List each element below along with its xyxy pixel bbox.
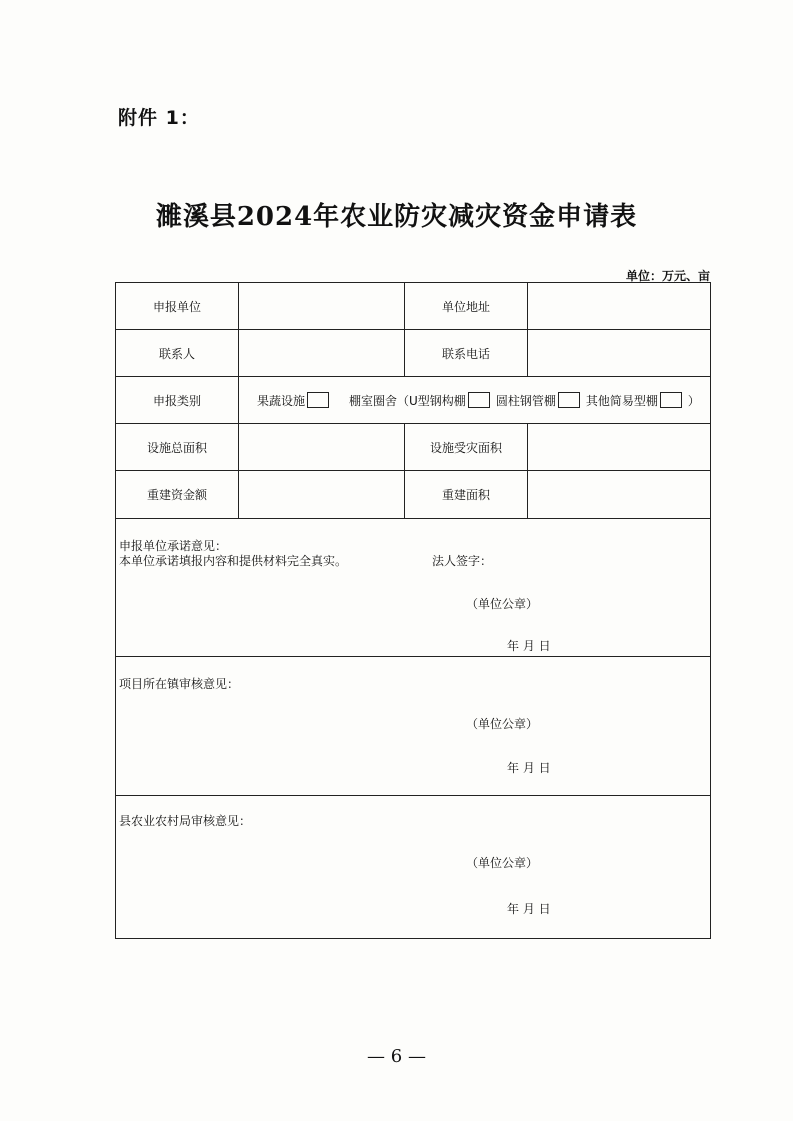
category-option-fruit-veg-label: 果蔬设施 [257, 393, 306, 408]
checkbox-steel-pipe[interactable] [558, 392, 580, 408]
label-rebuild-area: 重建面积 [405, 471, 528, 518]
form-row-area [116, 424, 710, 471]
unit-note: 单位：万元、亩 [625, 269, 710, 283]
page-number: — 6 — [367, 1046, 426, 1067]
category-option-steel-pipe-label: 圆柱钢管棚 [495, 393, 556, 408]
label-applicant-unit: 申报单位 [116, 283, 239, 329]
field-damaged-area[interactable] [528, 424, 709, 470]
applicant-statement: 本单位承诺填报内容和提供材料完全真实。 [119, 554, 348, 568]
form-row-category [116, 377, 710, 424]
form-row-contact [116, 330, 710, 377]
category-option-fruit-veg [257, 392, 335, 409]
field-total-area[interactable] [239, 424, 405, 470]
applicant-date: 年 月 日 [507, 639, 551, 653]
town-opinion-section[interactable] [116, 657, 710, 796]
field-unit-address[interactable] [528, 283, 709, 329]
field-applicant-unit[interactable] [239, 283, 405, 329]
label-total-area: 设施总面积 [116, 424, 239, 470]
applicant-seal: （单位公章） [466, 597, 539, 611]
town-date: 年 月 日 [507, 761, 551, 775]
label-unit-address: 单位地址 [405, 283, 528, 329]
field-contact-phone[interactable] [528, 330, 709, 376]
legal-rep-signature-label: 法人签字： [432, 554, 493, 568]
checkbox-u-steel[interactable] [468, 392, 490, 408]
county-opinion-section[interactable] [116, 796, 710, 937]
category-option-steel-pipe [496, 392, 586, 409]
category-option-u-steel-label: 棚室圈舍（U型钢构棚 [349, 393, 466, 408]
attachment-label: 附件 1： [118, 107, 200, 129]
application-form [115, 282, 711, 939]
category-option-simple-shed-label: 其他简易型棚 [585, 393, 658, 408]
document-title: 濉溪县2024年农业防灾减灾资金申请表 [155, 202, 638, 232]
category-close-paren: ） [687, 393, 700, 408]
label-contact-phone: 联系电话 [405, 330, 528, 376]
county-seal: （单位公章） [466, 856, 539, 870]
category-option-u-steel [349, 392, 496, 409]
label-damaged-area: 设施受灾面积 [405, 424, 528, 470]
applicant-opinion-heading: 申报单位承诺意见： [119, 539, 228, 553]
label-contact-person: 联系人 [116, 330, 239, 376]
field-rebuild-area[interactable] [528, 471, 709, 518]
county-date: 年 月 日 [507, 902, 551, 916]
field-contact-person[interactable] [239, 330, 405, 376]
category-options [239, 377, 710, 423]
county-opinion-heading: 县农业农村局审核意见： [119, 814, 252, 828]
label-rebuild-funds: 重建资金额 [116, 471, 239, 518]
town-seal: （单位公章） [466, 717, 539, 731]
town-opinion-heading: 项目所在镇审核意见： [119, 677, 240, 691]
checkbox-simple-shed[interactable] [660, 392, 682, 408]
category-option-simple-shed [586, 392, 700, 409]
field-rebuild-funds[interactable] [239, 471, 405, 518]
applicant-opinion-section[interactable] [116, 519, 710, 657]
form-row-applicant [116, 283, 710, 330]
form-row-rebuild [116, 471, 710, 519]
checkbox-fruit-veg[interactable] [307, 392, 329, 408]
label-category: 申报类别 [116, 377, 239, 423]
